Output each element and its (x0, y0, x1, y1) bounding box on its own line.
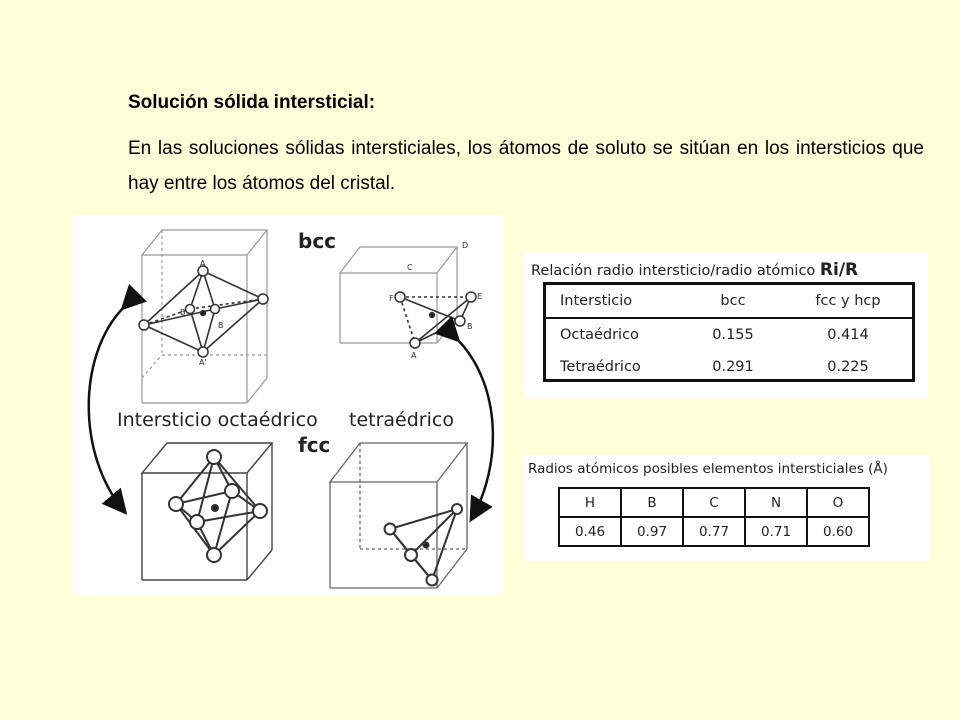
atom-label: B (467, 322, 473, 331)
radius-cell: 0.77 (683, 517, 745, 546)
header-cell: Intersticio (560, 293, 633, 309)
bcc-to-fcc-tetra-arrow (457, 339, 493, 518)
atom-label: C (407, 263, 413, 272)
radius-cell: 0.60 (807, 517, 869, 546)
element-cell: H (559, 488, 621, 517)
element-cell: C (683, 488, 745, 517)
atom-label: B (180, 308, 186, 317)
table-cell: Tetraédrico (560, 359, 641, 375)
table-row (546, 319, 912, 351)
table-header-row (546, 285, 912, 319)
table-cell: 0.291 (712, 359, 754, 375)
table-cell: 0.155 (712, 327, 754, 343)
atom-label: A' (199, 358, 207, 367)
element-cell: B (621, 488, 683, 517)
atom-label: B (218, 321, 224, 330)
fcc-tetrahedral-cube (330, 443, 467, 588)
radius-ratio-table-title (531, 260, 858, 280)
table-cell: 0.225 (827, 359, 869, 375)
atom-label: D (462, 241, 469, 250)
atom-label: E (477, 292, 483, 301)
bcc-label: bcc (298, 229, 337, 253)
header-cell: bcc (720, 293, 746, 309)
table-row (546, 351, 912, 383)
header-cell: fcc y hcp (815, 293, 881, 309)
radius-ratio-table-panel (524, 252, 928, 398)
radius-cell: 0.71 (745, 517, 807, 546)
atom-label: A (411, 351, 417, 360)
bcc-octahedral-cube (142, 230, 267, 403)
atomic-radii-table (558, 487, 870, 547)
table-cell: Octaédrico (560, 327, 639, 343)
atomic-radii-table-title: Radios atómicos posibles elementos intersticiales (Å) (528, 461, 888, 477)
radius-cell: 0.97 (621, 517, 683, 546)
octahedral-interstice-label: Intersticio octaédrico (117, 409, 318, 431)
interstitial-sites-figure (72, 215, 504, 595)
atom-label: A (200, 259, 206, 268)
slide-title: Solución sólida intersticial: (128, 92, 376, 113)
atomic-radii-table-panel (524, 455, 930, 561)
table-row (559, 517, 869, 546)
atom-label: F (389, 294, 394, 303)
fcc-label: fcc (298, 433, 331, 457)
table-header-row (559, 488, 869, 517)
slide-paragraph: En las soluciones sólidas intersticiales, los átomos de soluto se sitúan en los intersticios que hay entre los átomos del cristal. (128, 138, 924, 194)
element-cell: N (745, 488, 807, 517)
radius-cell: 0.46 (559, 517, 621, 546)
table-cell: 0.414 (827, 327, 869, 343)
tetrahedral-label: tetraédrico (349, 409, 454, 431)
radius-ratio-title-text: Relación radio intersticio/radio atómico (531, 263, 816, 279)
crystal-diagrams (72, 215, 504, 595)
element-cell: O (807, 488, 869, 517)
radius-ratio-table (543, 282, 915, 382)
radius-ratio-title-symbol: Ri/R (819, 260, 859, 280)
